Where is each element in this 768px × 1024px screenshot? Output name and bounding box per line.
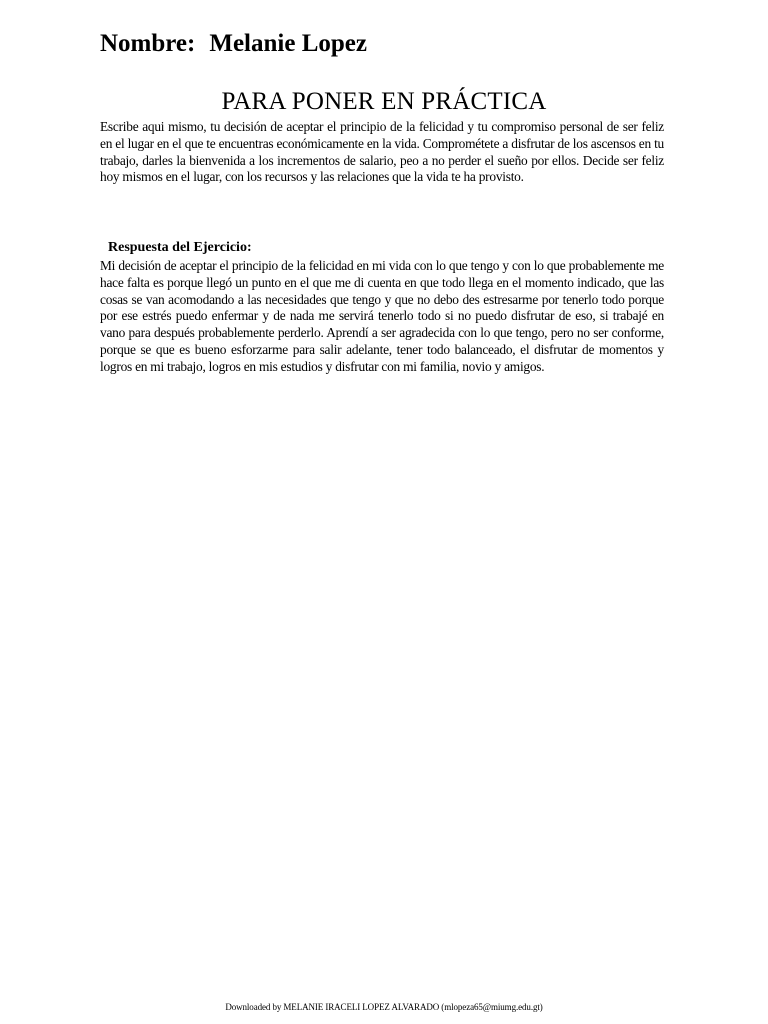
download-footer: Downloaded by MELANIE IRACELI LOPEZ ALVARADO (mlopeza65@miumg.edu.gt) [225,1002,543,1012]
student-name: Melanie Lopez [209,30,367,57]
student-name-line [100,30,367,58]
name-label: Nombre: [100,30,196,57]
answer-heading: Respuesta del Ejercicio: [108,240,252,255]
answer-text: Mi decisión de aceptar el principio de la felicidad en mi vida con lo que tengo y con lo que probablemente me hace falta es porque llegó un punto en el que me di cuenta en que todo llega en el momento indicado, que las cosas se van acomodando a las necesidades que tengo y que no debo des estresarme por tenerlo todo porque por ese estrés puedo enfermar y de nada me servirá tenerlo todo si no puedo disfrutar de eso, si trabajé en vano para después probablemente perderlo. Aprendí a ser agradecida con lo que tengo, pero no ser conforme, porque se que es bueno esforzarme para salir adelante, tener todo balanceado, el disfrutar de momentos y logros en mi trabajo, logros en mis estudios y disfrutar con mi familia, novio y amigos. [100,258,664,374]
page-title: PARA PONER EN PRÁCTICA [221,88,547,115]
exercise-instructions: Escribe aqui mismo, tu decisión de aceptar el principio de la felicidad y tu compromiso personal de ser feliz en el lugar en el que te encuentras económicamente en la vida. Comprométete a disfrutar de los ascensos en tu trabajo, darles la bienvenida a los incrementos de salario, peo a no perder el sueño por ellos. Decide ser feliz hoy mismos en el lugar, con los recursos y las relaciones que la vida te ha provisto. [100,119,664,185]
